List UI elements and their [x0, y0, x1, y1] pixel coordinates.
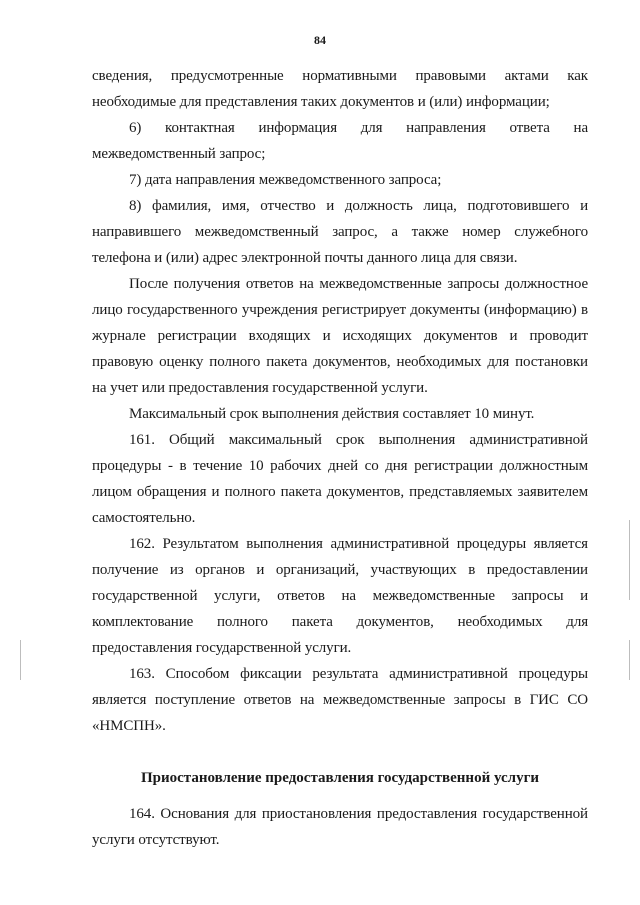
paragraph-item-8: 8) фамилия, имя, отчество и должность лица, подготовившего и направившего межведомственный запрос, а также номер служебного телефона и (или) адрес электронной почты данного лица для связи. [92, 198, 588, 266]
paragraph-item-6: 6) контактная информация для направления ответа на межведомственный запрос; [92, 120, 588, 162]
scan-margin-mark [629, 640, 630, 680]
paragraph-after-responses: После получения ответов на межведомственные запросы должностное лицо государственного учреждения регистрирует документы (информацию) в журнале регистрации входящих и исходящих документов и проводит правовую оценку полного пакета документов, необходимых для постановки на учет или предоставления государственной услуги. [92, 276, 588, 396]
paragraph-163: 163. Способом фиксации результата административной процедуры является поступление ответов на межведомственные запросы в ГИС СО «НМСПН». [92, 666, 588, 734]
scan-margin-mark [629, 520, 630, 600]
paragraph-continuation: сведения, предусмотренные нормативными правовыми актами как необходимые для представления таких документов и (или) информации; [92, 68, 588, 110]
paragraph-161: 161. Общий максимальный срок выполнения административной процедуры - в течение 10 рабочих дней со дня регистрации должностным лицом обращения и полного пакета документов, представляемых заявителем самостоятельно. [92, 432, 588, 526]
page-number: 84 [314, 33, 326, 47]
paragraph-164: 164. Основания для приостановления предоставления государственной услуги отсутствуют. [92, 806, 588, 848]
section-heading: Приостановление предоставления государственной услуги [140, 770, 540, 786]
paragraph-item-7: 7) дата направления межведомственного запроса; [129, 172, 442, 188]
document-body [92, 63, 588, 853]
paragraph-max-duration: Максимальный срок выполнения действия составляет 10 минут. [129, 406, 535, 422]
paragraph-162: 162. Результатом выполнения административной процедуры является получение из органов и организаций, участвующих в предоставлении государственной услуги, ответов на межведомственные запросы и комплектование полного пакета документов, необходимых для предоставления государственной услуги. [92, 536, 588, 656]
scan-margin-mark [20, 640, 21, 680]
